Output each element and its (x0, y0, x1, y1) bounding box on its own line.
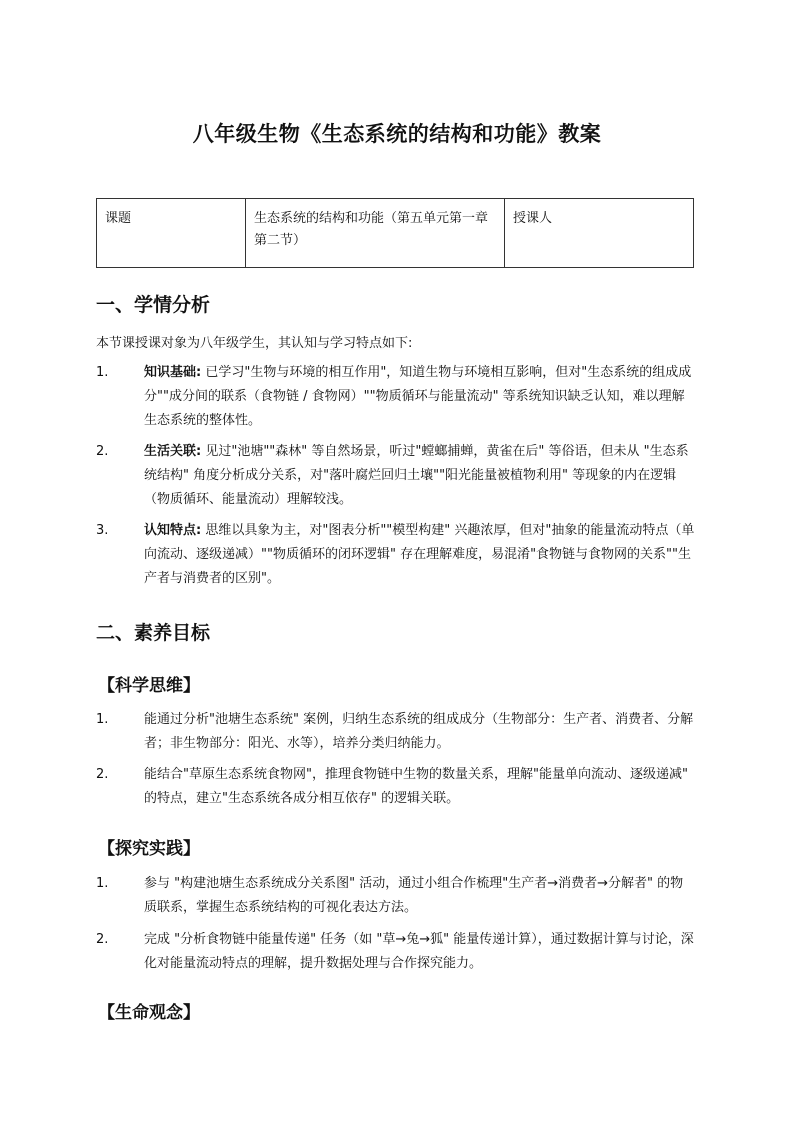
item-number: 1. (96, 876, 109, 891)
item-number: 1. (96, 712, 109, 727)
goal-item (96, 928, 696, 976)
section-heading-goals: 二、素养目标 (96, 622, 211, 644)
topic-label-cell: 课题 (97, 199, 246, 268)
analysis-item (96, 361, 696, 433)
item-number: 3. (96, 523, 109, 538)
item-bold-label: 知识基础: (144, 365, 202, 380)
item-number: 2. (96, 767, 109, 782)
item-number: 2. (96, 932, 109, 947)
goal-item (96, 763, 696, 811)
lesson-info-table (96, 198, 694, 268)
goal-item (96, 708, 696, 756)
item-text: 参与 "构建池塘生态系统成分关系图" 活动，通过小组合作梳理"生产者→消费者→分解者" 的物质联系，掌握生态系统结构的可视化表达方法。 (144, 876, 684, 915)
subheading-inquiry-practice: 【探究实践】 (98, 839, 200, 859)
item-text: 已学习"生物与环境的相互作用"，知道生物与环境相互影响，但对"生态系统的组成成分""成分间的联系（食物链 / 食物网）""物质循环与能量流动" 等系统知识缺乏认知，难以理解生态系统的整体性。 (144, 365, 692, 428)
item-bold-label: 认知特点: (144, 523, 202, 538)
topic-value-cell: 生态系统的结构和功能（第五单元第一章第二节） (246, 199, 505, 268)
item-bold-label: 生活关联: (144, 444, 202, 459)
item-number: 1. (96, 365, 109, 380)
subheading-life-concept: 【生命观念】 (98, 1003, 200, 1023)
document-title: 八年级生物《生态系统的结构和功能》教案 (192, 122, 602, 146)
subheading-scientific-thinking: 【科学思维】 (98, 676, 200, 696)
teacher-label-cell: 授课人 (505, 199, 694, 268)
item-text: 见过"池塘""森林" 等自然场景，听过"螳螂捕蝉，黄雀在后" 等俗语，但未从 "生态系统结构" 角度分析成分关系，对"落叶腐烂回归土壤""阳光能量被植物利用" 等现象的内在逻辑（物质循环、能量流动）理解较浅。 (144, 444, 689, 507)
analysis-item (96, 440, 696, 512)
item-number: 2. (96, 444, 109, 459)
analysis-intro: 本节课授课对象为八年级学生，其认知与学习特点如下: (96, 336, 413, 351)
item-text: 思维以具象为主，对"图表分析""模型构建" 兴趣浓厚，但对"抽象的能量流动特点（单向流动、逐级递减）""物质循环的闭环逻辑" 存在理解难度，易混淆"食物链与食物网的关系""生产者与消费者的区别"。 (144, 523, 695, 586)
section-heading-analysis: 一、学情分析 (96, 294, 211, 316)
analysis-item (96, 519, 696, 591)
item-text: 完成 "分析食物链中能量传递" 任务（如 "草→兔→狐" 能量传递计算），通过数据计算与讨论，深化对能量流动特点的理解，提升数据处理与合作探究能力。 (144, 932, 694, 971)
goal-item (96, 872, 696, 920)
item-text: 能通过分析"池塘生态系统" 案例，归纳生态系统的组成成分（生物部分：生产者、消费者、分解者；非生物部分：阳光、水等），培养分类归纳能力。 (144, 712, 694, 751)
item-text: 能结合"草原生态系统食物网"，推理食物链中生物的数量关系，理解"能量单向流动、逐级递减" 的特点，建立"生态系统各成分相互依存" 的逻辑关联。 (144, 767, 688, 806)
